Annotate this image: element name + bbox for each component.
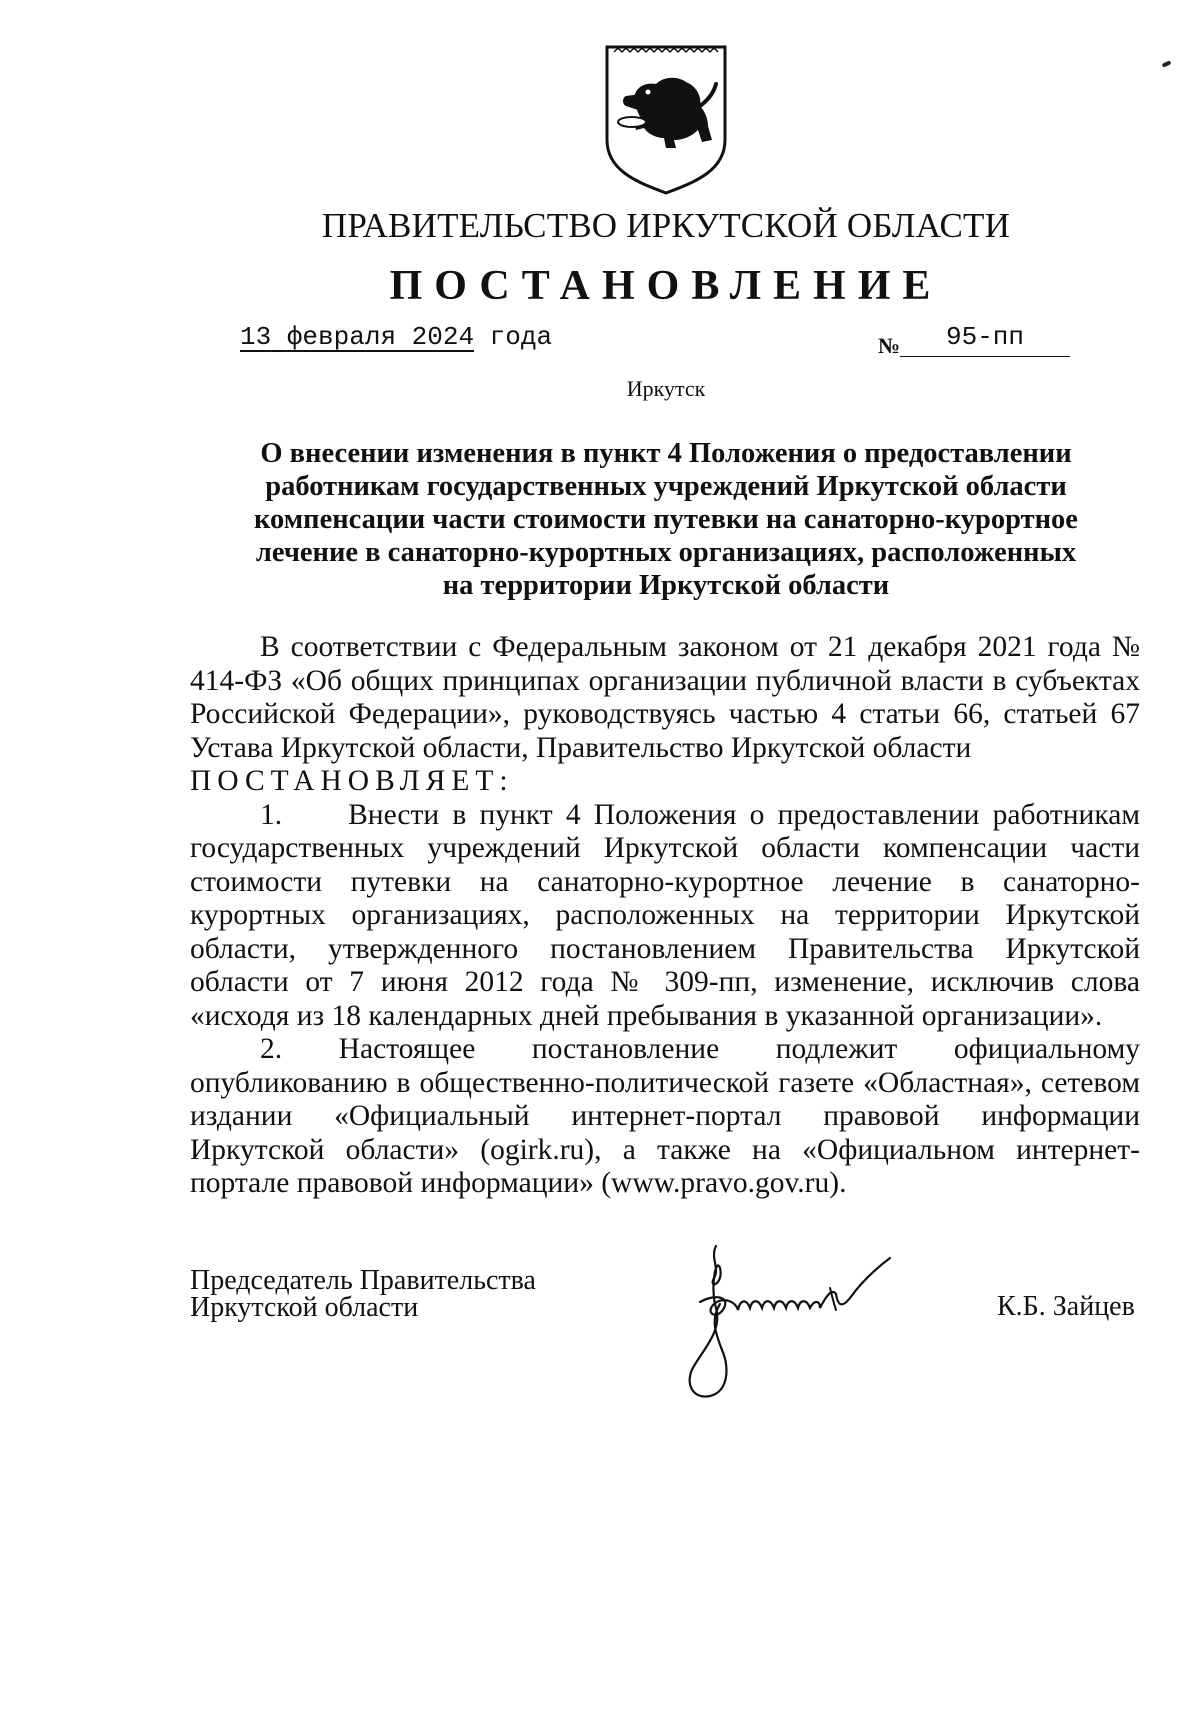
decree-word: ПОСТАНОВЛЯЕТ:: [190, 765, 514, 797]
signer-position: [190, 1267, 536, 1321]
document-title: [0, 437, 1200, 602]
handwritten-signature: [680, 1238, 950, 1403]
item-2-paragraph: 2. Настоящее постановление подлежит официальному опубликованию в общественно-политической газете «Областная», сетевом издании «Официальный интернет-портал правовой информации Иркутской области» (ogirk.ru), а также на «Официальном интернет-портале правовой информации» (www.pravo.gov.ru).: [190, 1033, 1140, 1199]
date-day: 13: [240, 322, 272, 352]
signer-position-line: Председатель Правительства: [190, 1265, 536, 1296]
title-line: компенсации части стоимости путевки на санаторно-курортное: [254, 504, 1078, 535]
signer-name: К.Б. Зайцев: [997, 1291, 1135, 1322]
document-date: [240, 322, 552, 352]
coat-of-arms-emblem: [604, 44, 728, 196]
city: Иркутск: [626, 376, 706, 401]
title-line: О внесении изменения в пункт 4 Положения о предоставлении: [260, 438, 1072, 469]
title-line: работникам государственных учреждений Иркутской области: [265, 471, 1067, 502]
title-line: лечение в санаторно-курортных организациях, расположенных: [255, 537, 1077, 568]
organization-name: ПРАВИТЕЛЬСТВО ИРКУТСКОЙ ОБЛАСТИ: [321, 206, 1011, 245]
number-sign: №: [878, 333, 901, 358]
item-1-paragraph: 1. Внести в пункт 4 Положения о предоставлении работникам государственных учреждений Иркутской области компенсации части стоимости путевки на санаторно-курортное лечение в санаторно-курортных организациях, расположенных на территории Иркутской области, утвержденного постановлением Правительства Иркутской области от 7 июня 2012 года № 309-пп, изменение, исключив слова «исходя из 18 календарных дней пребывания в указанной организации».: [190, 798, 1148, 1032]
document-type: ПОСТАНОВЛЕНИЕ: [389, 263, 943, 309]
date-month-year: февраля 2024: [286, 322, 475, 352]
document-number: 95-пп: [900, 322, 1070, 357]
scan-speck: [1162, 60, 1172, 67]
preamble-paragraph: В соответствии с Федеральным законом от 21 декабря 2021 года № 414-ФЗ «Об общих принципах организации публичной власти в субъектах Российской Федерации», руководствуясь частью 4 статьи 66, статьей 67 Устава Иркутской области, Правительство Иркутской области: [190, 631, 1140, 764]
title-line: на территории Иркутской области: [442, 570, 890, 601]
signer-position-line: Иркутской области: [190, 1292, 419, 1323]
document-body: [190, 631, 1148, 1201]
date-suffix: года: [489, 322, 553, 352]
